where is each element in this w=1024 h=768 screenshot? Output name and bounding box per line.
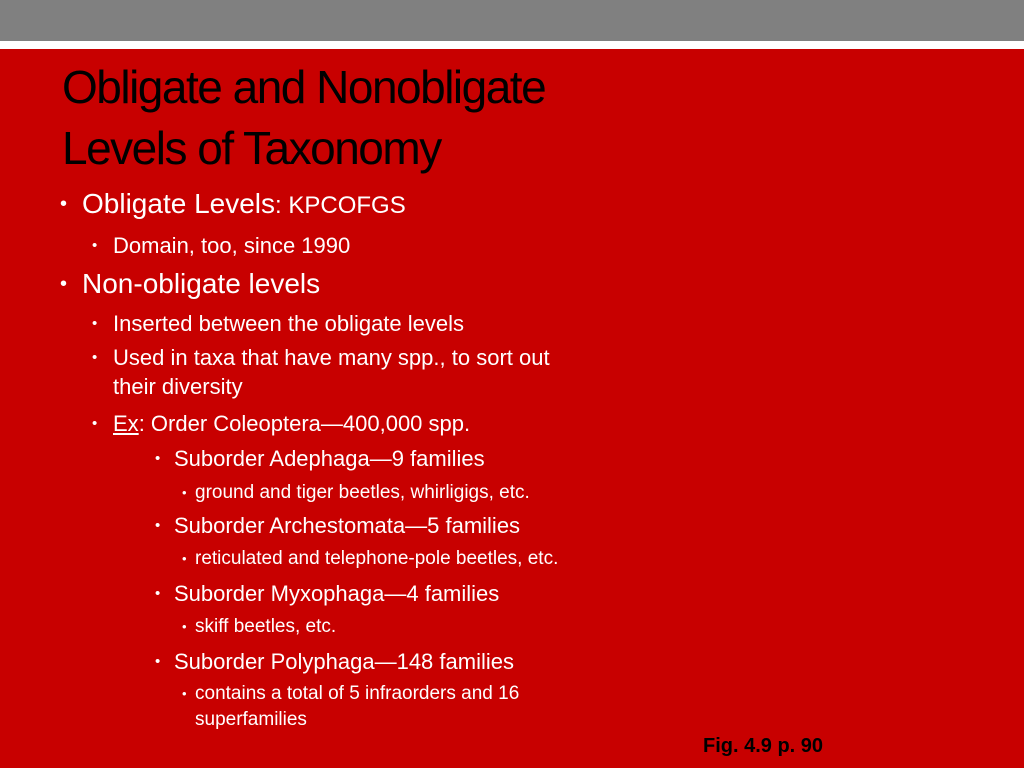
- suborder-name: Suborder Myxophaga—4 families: [174, 581, 500, 606]
- slide-title-line-2: Levels of Taxonomy: [62, 122, 441, 174]
- suborder-detail: skiff beetles, etc.: [195, 616, 337, 637]
- used-in-taxa-line-1: Used in taxa that have many spp., to sort out: [113, 345, 550, 370]
- bullet-dot-icon: •: [155, 517, 161, 534]
- figure-reference: Fig. 4.9 p. 90: [703, 735, 824, 757]
- nonobligate-label: Non-obligate levels: [82, 268, 321, 299]
- bullet-dot-icon: •: [92, 237, 98, 254]
- obligate-colon: :: [275, 192, 282, 219]
- suborder-name: Suborder Polyphaga—148 families: [174, 649, 514, 674]
- example-label: Ex: [113, 411, 139, 436]
- domain-text: Domain, too, since 1990: [113, 233, 351, 258]
- obligate-label: Obligate Levels: [82, 188, 276, 219]
- bullet-dot-icon: •: [182, 485, 187, 500]
- example-text: : Order Coleoptera—400,000 spp.: [138, 411, 471, 436]
- polyphaga-detail-line-2: superfamilies: [195, 709, 307, 730]
- bullet-dot-icon: •: [182, 551, 187, 566]
- bullet-dot-icon: •: [60, 193, 68, 215]
- bullet-dot-icon: •: [92, 349, 98, 366]
- suborder-name: Suborder Adephaga—9 families: [174, 446, 485, 471]
- obligate-value: KPCOFGS: [281, 192, 406, 219]
- polyphaga-detail-line-1: contains a total of 5 infraorders and 16: [195, 683, 520, 704]
- bullet-dot-icon: •: [182, 686, 187, 701]
- used-in-taxa-line-2: their diversity: [113, 374, 243, 399]
- inserted-between-text: Inserted between the obligate levels: [113, 311, 465, 336]
- bullet-dot-icon: •: [92, 415, 98, 432]
- bullet-dot-icon: •: [182, 619, 187, 634]
- slide-title-line-1: Obligate and Nonobligate: [62, 61, 546, 113]
- suborder-detail: reticulated and telephone-pole beetles, etc.: [195, 548, 559, 569]
- bullet-dot-icon: •: [60, 273, 68, 295]
- bullet-dot-icon: •: [155, 653, 161, 670]
- bullet-dot-icon: •: [155, 585, 161, 602]
- suborder-name: Suborder Archestomata—5 families: [174, 513, 521, 538]
- bullet-dot-icon: •: [92, 315, 98, 332]
- bullet-dot-icon: •: [155, 450, 161, 467]
- suborder-detail: ground and tiger beetles, whirligigs, etc.: [195, 482, 530, 503]
